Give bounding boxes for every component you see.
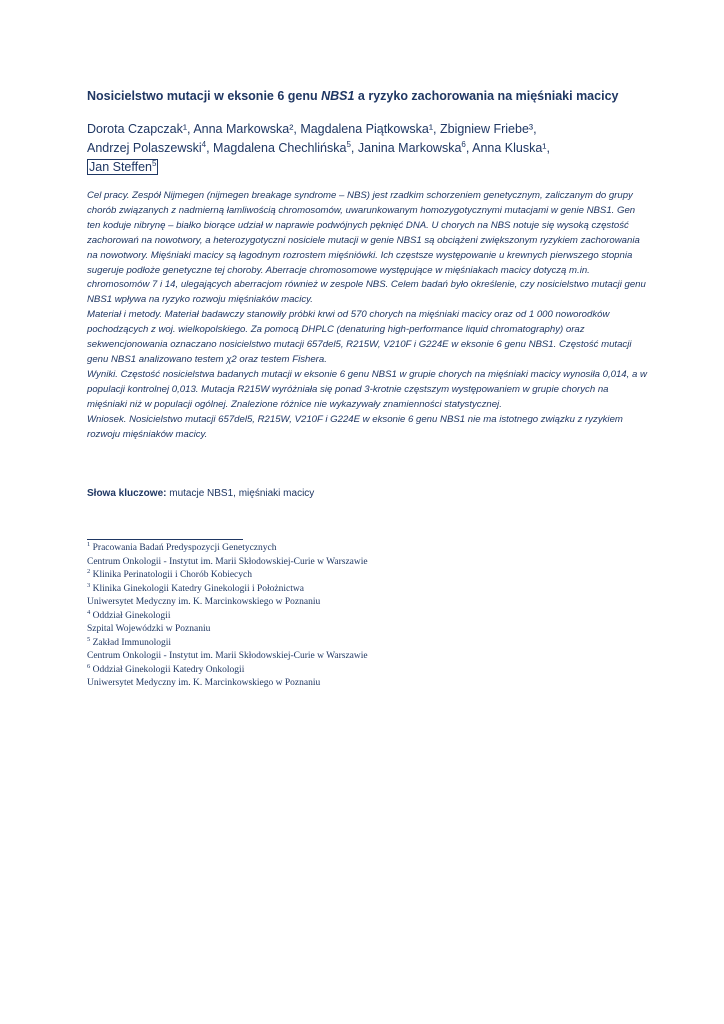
author <box>87 122 193 136</box>
author-sep: , <box>187 122 194 136</box>
author-mark: ¹ <box>542 141 547 155</box>
author <box>472 141 550 155</box>
paper-title <box>87 88 647 104</box>
keywords <box>87 487 647 501</box>
author-sep: , <box>293 122 301 136</box>
author-sep: , <box>533 122 537 136</box>
author-name: Jan Steffen <box>89 160 153 174</box>
author-mark: 5 <box>346 140 351 149</box>
author-highlighted <box>87 159 158 175</box>
author-mark: 4 <box>201 140 207 149</box>
footnote-text: Zakład Immunologii <box>90 637 171 648</box>
author-name: Andrzej Polaszewski <box>87 141 202 155</box>
author-name: Magdalena Chechlińska <box>213 141 347 155</box>
footnote-text: Pracowania Badań Predyspozycji Genetycznych <box>90 543 277 553</box>
author <box>300 122 440 136</box>
author <box>87 141 213 155</box>
author <box>358 141 472 155</box>
author-name: Anna Markowska <box>193 122 290 136</box>
footnote-line <box>87 583 647 597</box>
footnote-text: Centrum Onkologii - Instytut im. Marii Skłodowskiej-Curie w Warszawie <box>87 651 368 661</box>
footnote-mark: 6 <box>87 662 91 670</box>
keywords-value: mutacje NBS1, mięśniaki macicy <box>166 488 315 499</box>
footnote-text: Uniwersytet Medyczny im. K. Marcinkowskiego w Poznaniu <box>87 678 321 688</box>
footnote-line <box>87 569 647 583</box>
title-prefix: Nosicielstwo mutacji w eksonie 6 genu <box>87 89 322 103</box>
footnote-line <box>87 623 647 637</box>
abstract <box>87 189 647 442</box>
author-mark: 5 <box>152 159 157 168</box>
author <box>440 122 537 136</box>
author-name: Zbigniew Friebe <box>439 122 529 136</box>
abstract-conclusion: Wniosek. Nosicielstwo mutacji 657del5, R215W, V210F i G224E w eksonie 6 genu NBS1 nie ma istotnego związku z ryzykiem rozwoju mięśniaków macicy. <box>87 413 623 440</box>
footnote-line <box>87 556 647 570</box>
author-name: Anna Kluska <box>472 141 543 155</box>
footnote-mark: 5 <box>87 635 91 643</box>
footnote-separator <box>87 539 243 540</box>
author-sep: , <box>350 141 358 155</box>
author-mark: 6 <box>461 140 466 149</box>
footnote-text: Klinika Ginekologii Katedry Ginekologii i Położnictwa <box>90 583 304 594</box>
footnote-mark: 2 <box>87 568 91 575</box>
footnote-line <box>87 677 647 691</box>
author-name: Dorota Czapczak <box>87 122 183 136</box>
author-sep: , <box>465 141 473 155</box>
author-name: Magdalena Piątkowska <box>300 122 429 136</box>
footnote-line <box>87 610 647 624</box>
footnote-line <box>87 664 647 678</box>
footnote-line <box>87 637 647 651</box>
title-gene: NBS1 <box>321 89 355 103</box>
footnote-line <box>87 542 647 556</box>
footnote-mark: 3 <box>87 581 91 589</box>
title-suffix: a ryzyko zachorowania na mięśniaki macicy <box>354 89 619 103</box>
author-sep: , <box>206 141 214 155</box>
author-mark: ² <box>289 122 294 136</box>
abstract-results: Wyniki. Częstość nosicielstwa badanych mutacji w eksonie 6 genu NBS1 w grupie chorych na mięśniaki macicy wynosiła 0,014, a w populacji kontrolnej 0,013. Mutacja R215W wyróżniała się ponad 3-krotnie częstszym występowaniem w grupie chorych na mięśniaki niż w populacji ogólnej. Znalezione różnice nie wykazywały znamienności statystycznej. <box>87 368 647 410</box>
author-list <box>87 120 647 177</box>
footnotes <box>87 542 647 691</box>
author <box>193 122 300 136</box>
author <box>213 141 358 155</box>
footnote-mark: 1 <box>87 541 91 548</box>
footnote-mark: 4 <box>87 608 91 616</box>
footnote-text: Uniwersytet Medyczny im. K. Marcinkowskiego w Poznaniu <box>87 597 321 607</box>
footnote-text: Oddział Ginekologii Katedry Onkologii <box>90 664 245 675</box>
footnote-text: Centrum Onkologii - Instytut im. Marii Skłodowskiej-Curie w Warszawie <box>87 556 368 567</box>
author-sep: , <box>433 122 440 136</box>
author-sep: , <box>546 141 550 155</box>
author-mark: ³ <box>528 122 534 136</box>
keywords-label: Słowa kluczowe: <box>87 488 167 499</box>
author-mark: ¹ <box>182 122 188 136</box>
footnote-line <box>87 650 647 664</box>
footnote-line <box>87 596 647 610</box>
footnote-text: Szpital Wojewódzki w Poznaniu <box>87 624 211 634</box>
footnote-text: Oddział Ginekologii <box>90 610 171 621</box>
author-name: Janina Markowska <box>357 141 462 155</box>
abstract-aim: Cel pracy. Zespół Nijmegen (nijmegen breakage syndrome – NBS) jest rzadkim schorzeniem genetycznym, zaliczanym do grupy chorób związanych z nadmierną łamliwością chromosomów, uwarunkowanym homozygotycznymi mutacjami w genie NBS1. Gen ten koduje nibrynę – białko biorące udział w naprawie podwójnych pęknięć DNA. U chorych na NBS notuje się wysoką częstość zachorowań na nowotwory, a heterozygotyczni nosiciele mutacji w genie NBS1 są obciążeni zwiększonym ryzykiem zachorowania na nowotwory. Mięśniaki macicy są łagodnym rozrostem mięśniówki. Ich częstsze występowanie u krewnych pierwszego stopnia sugeruje podłoże genetyczne tej choroby. Aberracje chromosomowe występujące w mięśniakach macicy dotyczą m.in. chromosomów 7 i 14, ulegających aberracjom również w zespole NBS. Celem badań było określenie, czy nosicielstwo mutacji genu NBS1 wpływa na ryzyko rozwoju mięśniaków macicy. <box>87 190 646 306</box>
author-mark: ¹ <box>428 122 434 136</box>
footnote-text: Klinika Perinatologii i Chorób Kobiecych <box>90 570 252 580</box>
abstract-methods: Materiał i metody. Materiał badawczy stanowiły próbki krwi od 570 chorych na mięśniaki macicy oraz od 1 000 noworodków pochodzących z woj. wielkopolskiego. Za pomocą DHPLC (denaturing high-performance liquid chromatography) oraz sekwencjonowania oznaczano nosicielstwo mutacji 657del5, R215W, V210F i G224E w eksonie 6 genu NBS1. Częstość mutacji genu NBS1 analizowano testem χ2 oraz testem Fishera. <box>87 309 632 365</box>
